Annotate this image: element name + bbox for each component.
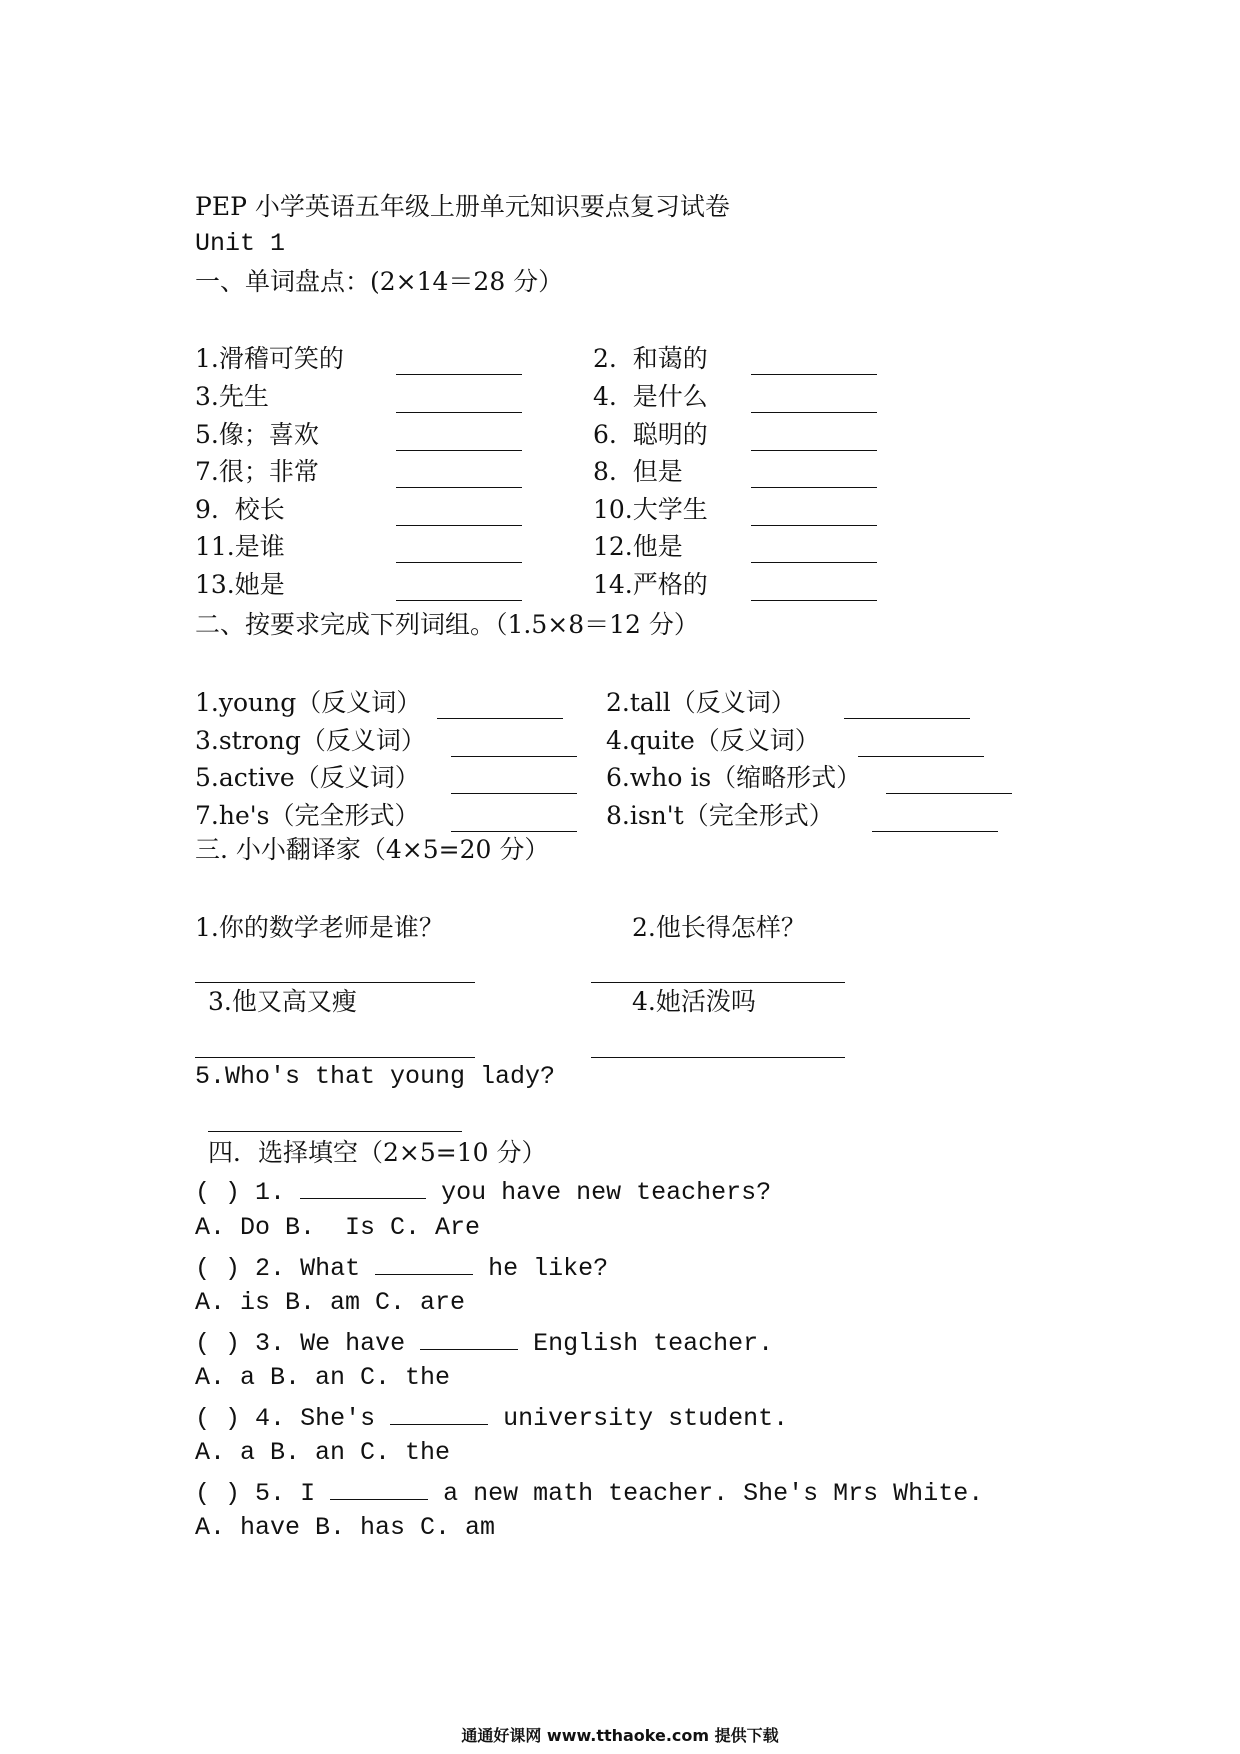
section1-item: 10.大学生: [593, 495, 708, 524]
answer-line[interactable]: [195, 1057, 475, 1058]
answer-blank[interactable]: [396, 412, 522, 413]
question-text: university student.: [503, 1404, 789, 1433]
question-options: A. have B. has C. am: [195, 1513, 496, 1542]
section1-item: 14.严格的: [593, 570, 708, 599]
fill-blank[interactable]: [330, 1475, 428, 1500]
answer-blank[interactable]: [396, 600, 522, 601]
section2-item: 7.he's（完全形式）: [195, 801, 420, 830]
answer-paren[interactable]: ( ): [195, 1329, 241, 1358]
section1-item: 9. 校长: [195, 495, 285, 524]
section2-item: 3.strong（反义词）: [195, 726, 426, 755]
section3-item: 3.他又高又瘦: [208, 987, 357, 1016]
answer-blank[interactable]: [751, 600, 877, 601]
answer-blank[interactable]: [751, 562, 877, 563]
section3-item: 5.Who's that young lady?: [195, 1062, 556, 1091]
question-row: [195, 1400, 788, 1435]
answer-blank[interactable]: [858, 756, 984, 757]
section1-item: 3.先生: [195, 382, 269, 411]
section2-item: 2.tall（反义词）: [606, 688, 796, 717]
answer-blank[interactable]: [396, 562, 522, 563]
answer-blank[interactable]: [451, 756, 577, 757]
question-text: you have new teachers?: [441, 1178, 772, 1207]
answer-paren[interactable]: ( ): [195, 1178, 241, 1207]
question-options: A. a B. an C. the: [195, 1363, 451, 1392]
question-text: he like?: [488, 1254, 609, 1283]
section1-item: 11.是谁: [195, 532, 285, 561]
answer-line[interactable]: [591, 982, 845, 983]
question-options: A. a B. an C. the: [195, 1438, 451, 1467]
answer-blank[interactable]: [844, 718, 970, 719]
question-options: A. is B. am C. are: [195, 1288, 466, 1317]
answer-line[interactable]: [195, 982, 475, 983]
question-number: 2.: [255, 1254, 286, 1283]
document-title: PEP 小学英语五年级上册单元知识要点复习试卷: [195, 192, 730, 221]
section3-item: 1.你的数学老师是谁？: [195, 913, 444, 942]
answer-blank[interactable]: [872, 831, 998, 832]
section3-heading: 三. 小小翻译家（4×5=20 分）: [195, 835, 550, 864]
fill-blank[interactable]: [300, 1174, 426, 1199]
section2-heading: 二、按要求完成下列词组。（1.5×8＝12 分）: [195, 610, 699, 639]
answer-paren[interactable]: ( ): [195, 1254, 241, 1283]
section1-heading: 一、单词盘点：(2×14＝28 分）: [195, 267, 564, 296]
question-row: [195, 1475, 983, 1510]
download-footer: 通通好课网 www.tthaoke.com 提供下载: [461, 1726, 779, 1745]
section2-item: 6.who is（缩略形式）: [606, 763, 862, 792]
question-number: 1.: [255, 1178, 286, 1207]
unit-label: Unit 1: [195, 229, 286, 258]
fill-blank[interactable]: [420, 1325, 518, 1350]
fill-blank[interactable]: [375, 1250, 473, 1275]
question-row: [195, 1174, 771, 1209]
question-text: I: [300, 1479, 316, 1508]
answer-blank[interactable]: [396, 525, 522, 526]
question-options: A. Do B. Is C. Are: [195, 1213, 481, 1242]
section1-item: 7.很；非常: [195, 457, 319, 486]
section1-item: 2. 和蔼的: [593, 344, 708, 373]
section2-item: 4.quite（反义词）: [606, 726, 820, 755]
answer-blank[interactable]: [396, 487, 522, 488]
section1-item: 12.他是: [593, 532, 683, 561]
section1-item: 1.滑稽可笑的: [195, 344, 344, 373]
section4-heading: 四．选择填空（2×5=10 分）: [208, 1138, 547, 1167]
answer-blank[interactable]: [751, 412, 877, 413]
section2-item: 5.active（反义词）: [195, 763, 420, 792]
answer-blank[interactable]: [751, 525, 877, 526]
section1-item: 8. 但是: [593, 457, 683, 486]
answer-paren[interactable]: ( ): [195, 1479, 241, 1508]
answer-blank[interactable]: [437, 718, 563, 719]
question-number: 5.: [255, 1479, 286, 1508]
section1-item: 6. 聪明的: [593, 420, 708, 449]
answer-line[interactable]: [208, 1131, 462, 1132]
question-text: We have: [300, 1329, 406, 1358]
section3-item: 4.她活泼吗: [632, 987, 756, 1016]
question-text: English teacher.: [533, 1329, 774, 1358]
question-number: 3.: [255, 1329, 286, 1358]
section1-item: 4. 是什么: [593, 382, 708, 411]
answer-blank[interactable]: [751, 487, 877, 488]
section2-item: 1.young（反义词）: [195, 688, 422, 717]
answer-blank[interactable]: [396, 450, 522, 451]
section2-item: 8.isn't（完全形式）: [606, 801, 834, 830]
answer-blank[interactable]: [451, 831, 577, 832]
answer-blank[interactable]: [451, 793, 577, 794]
answer-blank[interactable]: [751, 374, 877, 375]
answer-blank[interactable]: [751, 450, 877, 451]
question-row: [195, 1250, 608, 1285]
question-number: 4.: [255, 1404, 286, 1433]
answer-blank[interactable]: [886, 793, 1012, 794]
section3-item: 2.他长得怎样？: [632, 913, 806, 942]
question-text: a new math teacher. She's Mrs White.: [443, 1479, 984, 1508]
question-row: [195, 1325, 773, 1360]
question-text: She's: [300, 1404, 376, 1433]
section1-item: 13.她是: [195, 570, 285, 599]
answer-line[interactable]: [591, 1057, 845, 1058]
fill-blank[interactable]: [390, 1400, 488, 1425]
section1-item: 5.像；喜欢: [195, 420, 319, 449]
answer-blank[interactable]: [396, 374, 522, 375]
question-text: What: [300, 1254, 361, 1283]
answer-paren[interactable]: ( ): [195, 1404, 241, 1433]
